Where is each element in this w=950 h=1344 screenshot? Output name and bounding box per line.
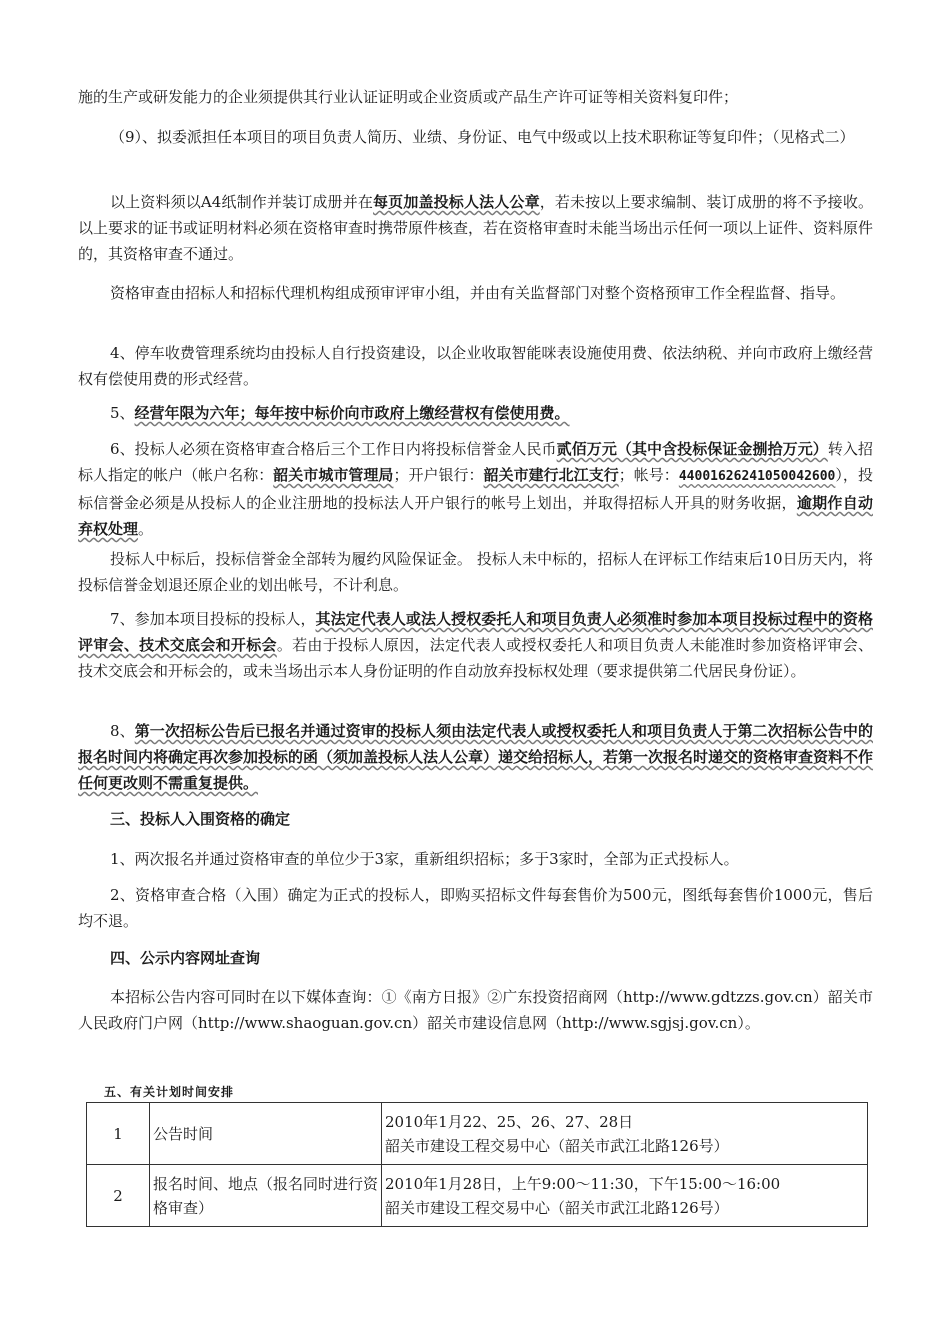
paragraph-item-8: 8、第一次招标公告后已报名并通过资审的投标人须由法定代表人或授权委托人和项目负责人于第二次招标公告中的报名时间内将确定再次参加投标的函（须加盖投标人法人公章）递交给招标人，若第一次报名时递交的资格审查资料不作任何更改则不需重复提供。 [78,722,874,792]
schedule-detail [382,1165,868,1227]
paragraph-deposit-refund: 投标人中标后，投标信誉金全部转为履约风险保证金。 投标人未中标的，招标人在评标工作结束后10日历天内，将投标信誉金划退还原企业的划出帐号，不计利息。 [78,550,873,594]
section-heading-5: 五、有关计划时间安排 [104,1085,235,1099]
emphasis-reregistration: 第一次招标公告后已报名并通过资审的投标人须由法定代表人或授权委托人和项目负责人于第二次招标公告中的报名时间内将确定再次参加投标的函（须加盖投标人法人公章）递交给招标人，若第一次报名时递交的资格审查资料不作任何更改则不需重复提供。 [78,722,874,792]
table-row [87,1165,868,1227]
schedule-place: 韶关市建设工程交易中心（韶关市武江北路126号） [385,1198,729,1217]
schedule-place: 韶关市建设工程交易中心（韶关市武江北路126号） [385,1136,729,1155]
emphasis-account-number: 4400162624105004​2600 [678,469,836,484]
schedule-time: 2010年1月28日，上午9:00～11:30，下午15:00～16:00 [385,1174,781,1193]
schedule-detail [382,1103,868,1165]
row-number: 2 [87,1165,150,1227]
schedule-time: 2010年1月22、25、26、27、28日 [385,1112,634,1131]
emphasis-attendance: 其法定代表人或法人授权委托人和项目负责人必须准时参加本项目投标过程中的资格评审会、技术交底会和开标会 [78,610,873,654]
paragraph-item-6: 6、投标人必须在资格审查合格后三个工作日内将投标信誉金人民币贰佰万元（其中含投标保证金捌拾万元）转入招标人指定的帐户（帐户名称：韶关市城市管理局；开户银行：韶关市建行北江支行；帐号：4400162624105004​2600），投标信誉金必须是从投标人的企业注册地的投标法人开户银行的帐号上划出，并取得招标人开具的财务收据，逾期作自动弃权处理。 [78,440,873,538]
emphasis-bank: 韶关市建行北江支行 [483,466,619,484]
emphasis-amount: 贰佰万元（其中含投标保证金捌拾万元） [556,440,828,458]
table-row [87,1103,868,1165]
emphasis-forfeit: 逾期作自动弃权处理 [78,494,873,538]
paragraph-binding-requirements: 以上资料须以A4纸制作并装订成册并在每页加盖投标人法人公章，若未按以上要求编制、装订成册的将不予接收。以上要求的证书或证明材料必须在资格审查时携带原件核查，若在资格审查时未能当场出示任何一项以上证件、资料原件的，其资格审查不通过。 [78,193,874,263]
emphasis-term: 经营年限为六年；每年按中标价向市政府上缴经营权有偿使用费。 [134,404,570,422]
section-heading-4: 四、公示内容网址查询 [110,949,261,967]
paragraph-section3-item-1: 1、两次报名并通过资格审查的单位少于3家，重新组织招标；多于3家时，全部为正式投标人。 [110,850,739,868]
paragraph-item-4: 4、停车收费管理系统均由投标人自行投资建设，以企业收取智能咪表设施使用费、依法纳税、并向市政府上缴经营权有偿使用费的形式经营。 [78,344,873,388]
emphasis-account-name: 韶关市城市管理局 [273,466,394,484]
schedule-item: 报名时间、地点（报名同时进行资格审查） [150,1165,382,1227]
paragraph-item-9: （9）、拟委派担任本项目的项目负责人简历、业绩、身份证、电气中级或以上技术职称证等复印件；（见格式二） [110,128,855,146]
paragraph-item-7: 7、参加本项目投标的投标人，其法定代表人或法人授权委托人和项目负责人必须准时参加本项目投标过程中的资格评审会、技术交底会和开标会。若由于投标人原因，法定代表人或授权委托人和项目负责人未能准时参加资格评审会、技术交底会和开标会的，或未当场出示本人身份证明的作自动放弃投标权处理（要求提供第二代居民身份证）。 [78,610,873,680]
paragraph-section3-item-2: 2、资格审查合格（入围）确定为正式的投标人，即购买招标文件每套售价为500元，图纸每套售价1000元，售后均不退。 [78,886,873,930]
schedule-table [86,1102,868,1227]
paragraph-qualification-cont: 施的生产或研发能力的企业须提供其行业认证证明或企业资质或产品生产许可证等相关资料复印件； [78,88,739,106]
emphasis-seal: 每页加盖投标人法人公章 [373,193,540,211]
schedule-item: 公告时间 [150,1103,382,1165]
paragraph-item-5: 5、经营年限为六年；每年按中标价向市政府上缴经营权有偿使用费。 [110,404,570,422]
row-number: 1 [87,1103,150,1165]
section-heading-3: 三、投标人入围资格的确定 [110,810,291,828]
paragraph-review-panel: 资格审查由招标人和招标代理机构组成预审评审小组，并由有关监督部门对整个资格预审工作全程监督、指导。 [110,284,846,302]
paragraph-media-urls: 本招标公告内容可同时在以下媒体查询：①《南方日报》②广东投资招商网（http://www.gdtzzs.gov.cn）韶关市人民政府门户网（http://www.shaoguan.gov.cn）韶关市建设信息网（http://www.sgjsj.gov.cn）。 [78,988,873,1032]
